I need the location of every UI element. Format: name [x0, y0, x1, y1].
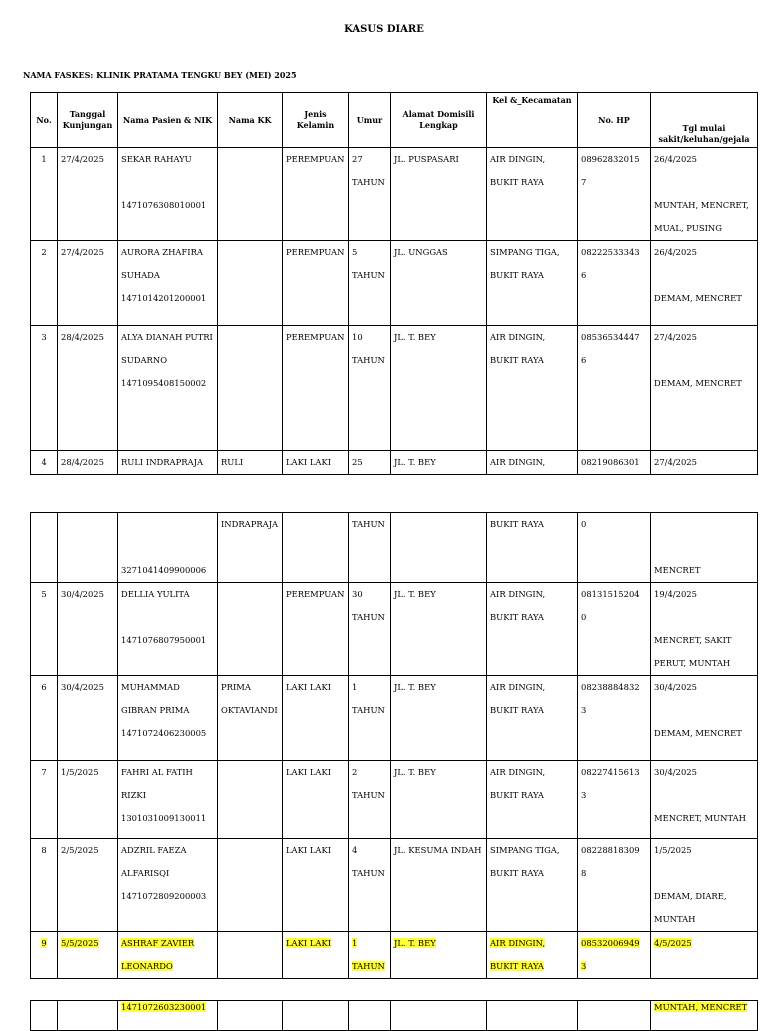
cell-nama-line — [121, 171, 214, 194]
cell-no — [31, 451, 58, 475]
header-nama: Nama Pasien & NIK — [118, 93, 218, 148]
cell-kel-line: BUKIT RAYA — [490, 868, 544, 878]
cell-tgl-line: DEMAM, DIARE, — [654, 891, 727, 901]
cell-jk-text: LAKI LAKI — [286, 457, 332, 467]
cell-jk — [283, 513, 349, 583]
cell-nama-line: ALYA DIANAH PUTRI — [121, 332, 213, 342]
cell-no-text: 2 — [41, 247, 47, 257]
cell-umur-line: 10 — [352, 332, 363, 342]
cell-umur-line: 30 — [352, 589, 363, 599]
cell-kel — [487, 761, 578, 839]
header-tgl: Tgl mulai sakit/keluhan/gejala — [651, 93, 758, 148]
cell-kel-line: AIR DINGIN, — [490, 154, 546, 164]
cell-hp-line: 0 — [581, 519, 587, 529]
cell-alamat-text: JL. KESUMA INDAH — [394, 845, 482, 855]
cell-tanggal — [58, 932, 118, 979]
cell-kel-line: BUKIT RAYA — [490, 519, 544, 529]
cell-tgl-line: 19/4/2025 — [654, 589, 697, 599]
cell-nama-line: AURORA ZHAFIRA — [121, 247, 203, 257]
cell-no-text: 3 — [41, 332, 47, 342]
cell-tanggal — [58, 761, 118, 839]
cell-hp-line: 8 — [581, 868, 587, 878]
cell-tgl-line — [654, 862, 754, 885]
cell-tgl-line — [654, 784, 754, 807]
case-table-page-2 — [30, 512, 758, 979]
cell-umur — [349, 451, 391, 475]
cell-nama — [118, 761, 218, 839]
cell-alamat — [391, 451, 487, 475]
cell-no — [31, 148, 58, 241]
header-tanggal: Tanggal Kunjungan — [58, 93, 118, 148]
cell-alamat-text: JL. UNGGAS — [394, 247, 448, 257]
cell-kk — [218, 676, 283, 761]
cell-no-text: 9 — [41, 938, 47, 948]
cell-umur — [349, 761, 391, 839]
cell-umur-line: TAHUN — [352, 705, 385, 715]
cell-kel-line: BUKIT RAYA — [490, 270, 544, 280]
cell-nama — [118, 148, 218, 241]
cell-hp-line: 3 — [581, 790, 587, 800]
cell-umur — [349, 513, 391, 583]
table-row — [31, 932, 758, 979]
cell-no — [31, 241, 58, 326]
cell-hp — [578, 839, 651, 932]
cell-nama — [118, 451, 218, 475]
cell-jk-text: PEREMPUAN — [286, 589, 345, 599]
cell-no — [31, 583, 58, 676]
cell-umur-line: 1 — [352, 682, 358, 692]
cell-kk — [218, 241, 283, 326]
cell-jk-text: LAKI LAKI — [286, 938, 332, 948]
cell-jk — [283, 761, 349, 839]
cell-nama-line: 1471014201200001 — [121, 293, 207, 303]
cell-tgl — [651, 932, 758, 979]
case-table-page-1 — [30, 92, 758, 475]
cell-hp-line: 08962832015 — [581, 154, 640, 164]
cell-jk-text: LAKI LAKI — [286, 845, 332, 855]
cell-tanggal — [58, 326, 118, 451]
cell-kel — [487, 241, 578, 326]
cell-nama-line: SUHADA — [121, 270, 160, 280]
cell-hp — [578, 148, 651, 241]
cell-tgl-line — [654, 349, 754, 372]
cell-tgl — [651, 451, 758, 475]
cell-kel — [487, 326, 578, 451]
cell-hp-line: 08228818309 — [581, 845, 640, 855]
cell-hp-line: 6 — [581, 270, 587, 280]
cell-tgl-line: DEMAM, MENCRET — [654, 728, 742, 738]
cell-tgl-line: MUAL, PUSING — [654, 223, 722, 233]
cell-tgl — [651, 583, 758, 676]
cell-tgl-line: 27/4/2025 — [654, 457, 697, 467]
cell-alamat-text: JL. T. BEY — [394, 938, 436, 948]
cell-nama-line: RIZKI — [121, 790, 146, 800]
cell-alamat-text: JL. T. BEY — [394, 457, 436, 467]
cell-nama-line: 1301031009130011 — [121, 813, 207, 823]
cell-kel-line: AIR DINGIN, — [490, 332, 546, 342]
cell-nama-line: MUHAMMAD — [121, 682, 180, 692]
cell-hp — [578, 676, 651, 761]
cell-nama — [118, 1001, 218, 1031]
cell-tgl-line: MENCRET — [654, 565, 701, 575]
cell-nama-line: LEONARDO — [121, 961, 173, 971]
cell-tgl-line: DEMAM, MENCRET — [654, 293, 742, 303]
cell-jk — [283, 326, 349, 451]
cell-tgl-line: 1/5/2025 — [654, 845, 692, 855]
cell-nama-text: 1471072603230001 — [121, 1002, 207, 1012]
cell-hp-line: 08238884832 — [581, 682, 640, 692]
cell-tgl-line — [654, 264, 754, 287]
cell-tgl — [651, 241, 758, 326]
cell-hp-line: 6 — [581, 355, 587, 365]
cell-nama-line: ADZRIL FAEZA — [121, 845, 187, 855]
cell-hp-line: 08536534447 — [581, 332, 640, 342]
cell-umur-line: 2 — [352, 767, 358, 777]
cell-tgl-line: 4/5/2025 — [654, 938, 692, 948]
cell-tgl — [651, 676, 758, 761]
cell-nama-line: SUDARNO — [121, 355, 168, 365]
cell-nama-line: 1471072406230005 — [121, 728, 207, 738]
cell-kel — [487, 148, 578, 241]
cell-tgl-line — [654, 536, 754, 559]
cell-hp-line: 08532006949 — [581, 938, 640, 948]
cell-kk-text: INDRAPRAJA — [221, 519, 279, 529]
cell-empty — [391, 1001, 487, 1031]
cell-kk-text: RULI — [221, 457, 244, 467]
cell-tgl-line: PERUT, MUNTAH — [654, 658, 731, 668]
cell-kel-line: SIMPANG TIGA, — [490, 247, 560, 257]
cell-tgl — [651, 148, 758, 241]
cell-tanggal-text: 27/4/2025 — [61, 154, 104, 164]
cell-nama-line: DELLIA YULITA — [121, 589, 190, 599]
cell-no — [31, 932, 58, 979]
cell-empty — [487, 1001, 578, 1031]
cell-alamat — [391, 932, 487, 979]
cell-kel-line: AIR DINGIN, — [490, 457, 546, 467]
cell-kel-line: AIR DINGIN, — [490, 589, 546, 599]
cell-umur — [349, 148, 391, 241]
cell-hp-line: 7 — [581, 177, 587, 187]
table-row — [31, 241, 758, 326]
cell-kk — [218, 451, 283, 475]
cell-no-text: 7 — [41, 767, 47, 777]
header-alamat: Alamat Domisili Lengkap — [391, 93, 487, 148]
cell-nama — [118, 676, 218, 761]
cell-umur — [349, 676, 391, 761]
cell-empty — [349, 1001, 391, 1031]
cell-kk — [218, 326, 283, 451]
cell-kel-line: AIR DINGIN, — [490, 767, 546, 777]
cell-jk — [283, 676, 349, 761]
cell-no-text: 1 — [41, 154, 47, 164]
cell-alamat-text: JL. T. BEY — [394, 682, 436, 692]
cell-hp — [578, 451, 651, 475]
cell-kk — [218, 583, 283, 676]
cell-tgl-line — [654, 513, 754, 536]
cell-jk — [283, 241, 349, 326]
cell-jk-text: PEREMPUAN — [286, 154, 345, 164]
cell-tanggal-text: 2/5/2025 — [61, 845, 99, 855]
cell-umur-line: TAHUN — [352, 177, 385, 187]
cell-nama-line: 1471072809200003 — [121, 891, 207, 901]
cell-kel — [487, 676, 578, 761]
cell-kk — [218, 513, 283, 583]
cell-alamat — [391, 513, 487, 583]
cell-kel-line: BUKIT RAYA — [490, 961, 544, 971]
header-hp: No. HP — [578, 93, 651, 148]
table-header-row — [31, 93, 758, 148]
cell-umur — [349, 839, 391, 932]
cell-tgl-line: MUNTAH — [654, 914, 696, 924]
cell-kel-line: BUKIT RAYA — [490, 612, 544, 622]
cell-empty — [578, 1001, 651, 1031]
cell-umur-line: TAHUN — [352, 790, 385, 800]
cell-hp — [578, 932, 651, 979]
cell-umur — [349, 932, 391, 979]
cell-tgl-text: MUNTAH, MENCRET — [654, 1002, 748, 1012]
cell-tanggal-text: 28/4/2025 — [61, 332, 104, 342]
cell-alamat — [391, 761, 487, 839]
cell-nama-line — [121, 513, 214, 536]
cell-nama-line — [121, 536, 214, 559]
cell-hp — [578, 326, 651, 451]
cell-no — [31, 839, 58, 932]
header-no: No. — [31, 93, 58, 148]
cell-hp-line: 3 — [581, 705, 587, 715]
cell-no — [31, 676, 58, 761]
cell-jk-text: PEREMPUAN — [286, 332, 345, 342]
cell-jk-text: LAKI LAKI — [286, 767, 332, 777]
cell-umur-line: 5 — [352, 247, 358, 257]
cell-empty — [218, 1001, 283, 1031]
document-title: KASUS DIARE — [344, 24, 424, 35]
cell-umur-line: TAHUN — [352, 519, 385, 529]
cell-tgl-line: 27/4/2025 — [654, 332, 697, 342]
cell-jk — [283, 583, 349, 676]
header-kel: Kel &_Kecamatan — [487, 93, 578, 148]
cell-umur — [349, 326, 391, 451]
cell-tgl — [651, 1001, 758, 1031]
cell-kk — [218, 148, 283, 241]
cell-umur-line: 25 — [352, 457, 363, 467]
cell-kel-line: BUKIT RAYA — [490, 177, 544, 187]
header-jk: Jenis Kelamin — [283, 93, 349, 148]
cell-alamat-text: JL. T. BEY — [394, 767, 436, 777]
cell-tgl-line: 26/4/2025 — [654, 154, 697, 164]
cell-tgl — [651, 839, 758, 932]
cell-tgl-line: MENCRET, SAKIT — [654, 635, 732, 645]
cell-nama-line: FAHRI AL FATIH — [121, 767, 193, 777]
cell-alamat — [391, 839, 487, 932]
cell-umur — [349, 583, 391, 676]
cell-alamat — [391, 676, 487, 761]
table-row — [31, 1001, 758, 1031]
cell-jk — [283, 932, 349, 979]
cell-hp-line: 08219086301 — [581, 457, 640, 467]
header-umur: Umur — [349, 93, 391, 148]
cell-umur-line: 27 — [352, 154, 363, 164]
cell-kel-line: AIR DINGIN, — [490, 682, 546, 692]
cell-nama — [118, 932, 218, 979]
cell-tgl — [651, 513, 758, 583]
table-row — [31, 148, 758, 241]
cell-umur-line: TAHUN — [352, 961, 385, 971]
cell-tanggal — [58, 451, 118, 475]
cell-no-text: 6 — [41, 682, 47, 692]
cell-hp-line: 08227415613 — [581, 767, 640, 777]
cell-empty — [31, 1001, 58, 1031]
cell-alamat-text: JL. PUSPASARI — [394, 154, 459, 164]
cell-tgl — [651, 326, 758, 451]
cell-nama-line: 3271041409900006 — [121, 565, 207, 575]
cell-nama — [118, 241, 218, 326]
cell-umur-line: TAHUN — [352, 612, 385, 622]
cell-jk — [283, 451, 349, 475]
cell-hp — [578, 761, 651, 839]
cell-kk — [218, 839, 283, 932]
cell-no-text: 4 — [41, 457, 47, 467]
cell-tanggal — [58, 676, 118, 761]
cell-jk — [283, 148, 349, 241]
cell-kel-line: BUKIT RAYA — [490, 355, 544, 365]
table-row — [31, 513, 758, 583]
cell-kel — [487, 451, 578, 475]
cell-nama — [118, 326, 218, 451]
case-table-page-3 — [30, 1000, 758, 1031]
cell-no-text: 5 — [41, 589, 47, 599]
cell-nama-line: GIBRAN PRIMA — [121, 705, 190, 715]
cell-tanggal-text: 27/4/2025 — [61, 247, 104, 257]
cell-alamat-text: JL. T. BEY — [394, 589, 436, 599]
cell-tgl-line — [654, 699, 754, 722]
cell-hp-line: 3 — [581, 961, 587, 971]
cell-nama-line: ASHRAF ZAVIER — [121, 938, 195, 948]
cell-hp-line: 08222533343 — [581, 247, 640, 257]
cell-hp — [578, 583, 651, 676]
cell-alamat — [391, 326, 487, 451]
cell-hp-line: 0 — [581, 612, 587, 622]
cell-alamat — [391, 583, 487, 676]
table-row — [31, 761, 758, 839]
cell-tanggal-text: 30/4/2025 — [61, 589, 104, 599]
cell-umur-line: 1 — [352, 938, 358, 948]
cell-jk-text: LAKI LAKI — [286, 682, 332, 692]
cell-nama-line: 1471076807950001 — [121, 635, 207, 645]
table-row — [31, 583, 758, 676]
cell-tgl-line: 30/4/2025 — [654, 682, 697, 692]
cell-tanggal — [58, 513, 118, 583]
cell-umur-line: 4 — [352, 845, 358, 855]
cell-kel — [487, 839, 578, 932]
cell-nama — [118, 839, 218, 932]
cell-umur-line: TAHUN — [352, 355, 385, 365]
faskes-name: NAMA FASKES: KLINIK PRATAMA TENGKU BEY (MEI) 2025 — [23, 70, 297, 80]
cell-nama-line: 1471076308010001 — [121, 200, 207, 210]
cell-nama — [118, 513, 218, 583]
table-row — [31, 676, 758, 761]
cell-hp-line: 08131515204 — [581, 589, 640, 599]
cell-tgl-line: DEMAM, MENCRET — [654, 378, 742, 388]
cell-tgl-line: 26/4/2025 — [654, 247, 697, 257]
cell-tanggal — [58, 241, 118, 326]
cell-tanggal — [58, 148, 118, 241]
cell-nama-line: SEKAR RAHAYU — [121, 154, 192, 164]
cell-tanggal-text: 30/4/2025 — [61, 682, 104, 692]
cell-tanggal-text: 28/4/2025 — [61, 457, 104, 467]
cell-tgl — [651, 761, 758, 839]
cell-tgl-line — [654, 171, 754, 194]
cell-nama-line: ALFARISQI — [121, 868, 170, 878]
cell-jk — [283, 839, 349, 932]
cell-kel-line: BUKIT RAYA — [490, 705, 544, 715]
cell-tanggal — [58, 583, 118, 676]
cell-kel — [487, 583, 578, 676]
cell-umur-line: TAHUN — [352, 868, 385, 878]
table-row — [31, 451, 758, 475]
cell-kel — [487, 932, 578, 979]
cell-nama-line — [121, 606, 214, 629]
cell-umur-line: TAHUN — [352, 270, 385, 280]
cell-no — [31, 761, 58, 839]
cell-tgl-line: MENCRET, MUNTAH — [654, 813, 746, 823]
cell-alamat — [391, 148, 487, 241]
cell-tgl-line — [654, 606, 754, 629]
cell-kel-line: SIMPANG TIGA, — [490, 845, 560, 855]
cell-kel — [487, 513, 578, 583]
cell-tanggal-text: 1/5/2025 — [61, 767, 99, 777]
cell-no-text: 8 — [41, 845, 47, 855]
cell-nama-line: 1471095408150002 — [121, 378, 207, 388]
table-row — [31, 326, 758, 451]
cell-nama — [118, 583, 218, 676]
cell-no — [31, 326, 58, 451]
cell-hp — [578, 513, 651, 583]
cell-hp — [578, 241, 651, 326]
cell-kk — [218, 932, 283, 979]
cell-tanggal-text: 5/5/2025 — [61, 938, 99, 948]
cell-jk-text: PEREMPUAN — [286, 247, 345, 257]
cell-no — [31, 513, 58, 583]
cell-tgl-line: MUNTAH, MENCRET, — [654, 200, 749, 210]
cell-kel-line: AIR DINGIN, — [490, 938, 546, 948]
cell-empty — [58, 1001, 118, 1031]
cell-umur — [349, 241, 391, 326]
cell-kk — [218, 761, 283, 839]
cell-alamat-text: JL. T. BEY — [394, 332, 436, 342]
cell-empty — [283, 1001, 349, 1031]
cell-kk-text: PRIMA OKTAVIANDI — [221, 682, 278, 715]
table-row — [31, 839, 758, 932]
header-kk: Nama KK — [218, 93, 283, 148]
cell-nama-line: RULI INDRAPRAJA — [121, 457, 203, 467]
cell-tgl-line: 30/4/2025 — [654, 767, 697, 777]
cell-kel-line: BUKIT RAYA — [490, 790, 544, 800]
cell-tanggal — [58, 839, 118, 932]
cell-alamat — [391, 241, 487, 326]
